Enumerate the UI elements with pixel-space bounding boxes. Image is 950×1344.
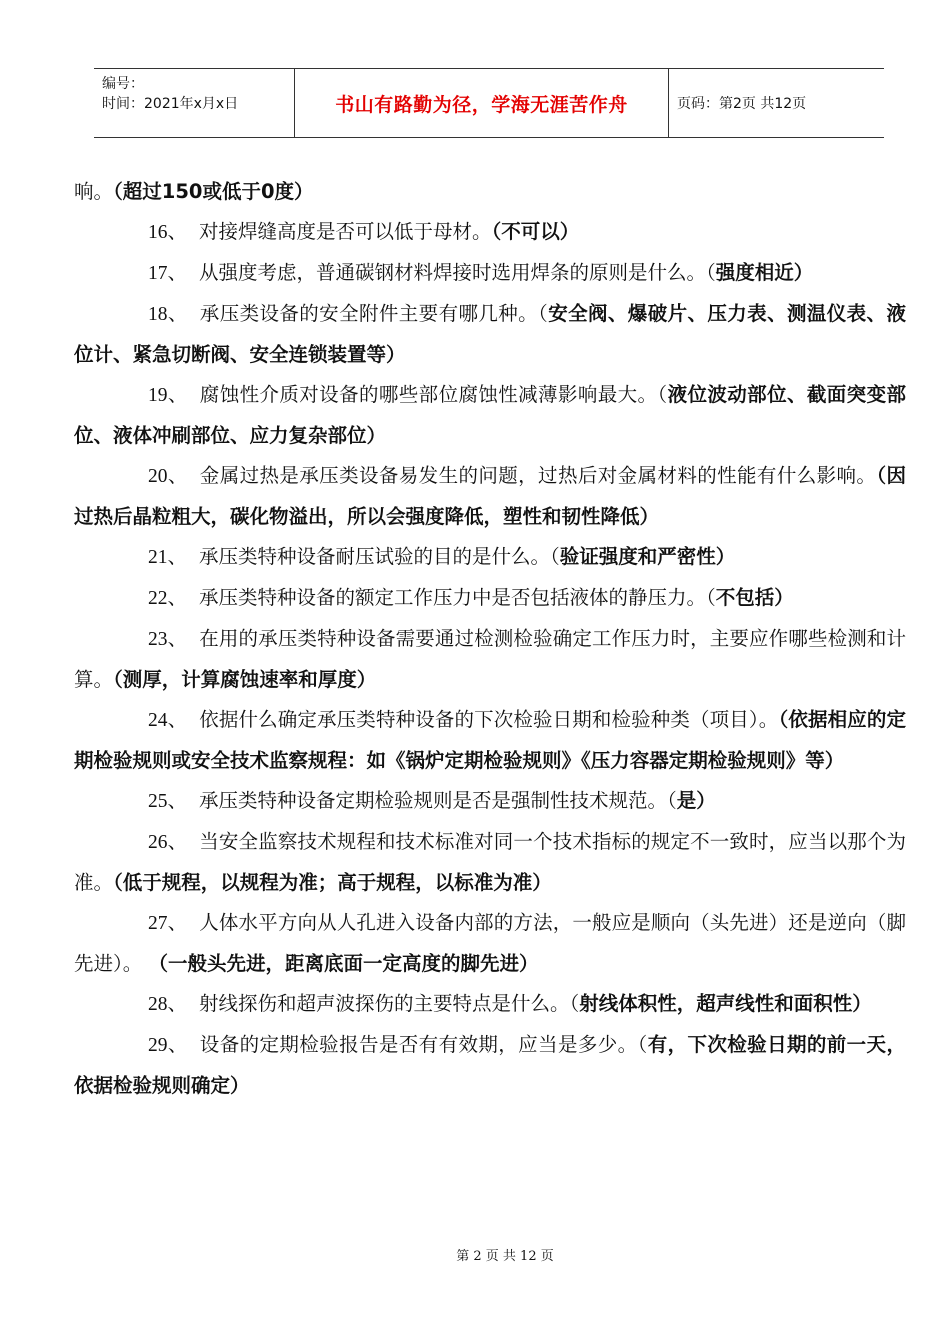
- question-item: [74, 253, 906, 294]
- answer-text: 射线体积性，超声线性和面积性）: [579, 992, 872, 1015]
- header-page-cell: [669, 69, 884, 137]
- question-text: 人体水平方向从人孔进入设备内部的方法，一般应是顺向（头先进）还是逆向（脚先进）。: [74, 911, 906, 975]
- question-item: [74, 375, 906, 456]
- question-text: 对接焊缝高度是否可以低于母材。: [199, 220, 492, 243]
- question-number: 20、: [148, 466, 188, 487]
- answer-text: 安全阀、爆破片、压力表、测温仪表、液位计、紧急切断阀、安全连锁装置等）: [74, 302, 906, 366]
- question-number: 23、: [148, 629, 188, 650]
- question-text: 从强度考虑，普通碳钢材料焊接时选用焊条的原则是什么。（: [199, 261, 716, 284]
- question-number: 24、: [148, 710, 188, 731]
- question-item: [74, 294, 906, 375]
- question-item: [74, 619, 906, 700]
- question-text: 承压类特种设备的额定工作压力中是否包括液体的静压力。（: [199, 586, 716, 609]
- question-number: 26、: [148, 832, 188, 853]
- question-item: [74, 781, 906, 822]
- document-number-label: 编号：: [102, 76, 144, 92]
- question-list: [74, 212, 906, 1106]
- intro-answer: （超过150或低于0度）: [113, 180, 314, 203]
- question-text: 射线探伤和超声波探伤的主要特点是什么。（: [199, 992, 580, 1015]
- question-number: 25、: [148, 791, 188, 812]
- question-text: 承压类设备的安全附件主要有哪几种。（: [199, 302, 549, 325]
- intro-paragraph: [74, 172, 906, 212]
- question-number: 22、: [148, 588, 188, 609]
- answer-text: （一般头先进，距离底面一定高度的脚先进）: [148, 952, 539, 975]
- header-motto-cell: [295, 69, 669, 137]
- question-item: [74, 456, 906, 537]
- question-text: 腐蚀性介质对设备的哪些部位腐蚀性减薄影响最大。（: [199, 383, 668, 406]
- question-item: [74, 903, 906, 984]
- question-number: 28、: [148, 994, 188, 1015]
- question-text: 依据什么确定承压类特种设备的下次检验日期和检验种类（项目）。: [199, 708, 779, 731]
- answer-text: 验证强度和严密性）: [559, 545, 736, 568]
- answer-text: （低于规程，以规程为准；高于规程，以标准为准）: [113, 871, 552, 894]
- intro-text: 响。: [74, 180, 114, 203]
- question-item: [74, 578, 906, 619]
- question-text: 承压类特种设备耐压试验的目的是什么。（: [199, 545, 560, 568]
- page-footer: 第 2 页 共 12 页: [456, 1249, 554, 1264]
- question-item: [74, 822, 906, 903]
- question-number: 29、: [148, 1035, 188, 1056]
- answer-text: （因过热后晶粒粗大，碳化物溢出，所以会强度降低，塑性和韧性降低）: [74, 464, 906, 528]
- answer-text: 有，下次检验日期的前一天，依据检验规则确定）: [74, 1033, 906, 1097]
- question-text: 金属过热是承压类设备易发生的问题，过热后对金属材料的性能有什么影响。: [199, 464, 877, 487]
- answer-text: 不包括）: [715, 586, 794, 609]
- question-item: [74, 212, 906, 253]
- question-number: 17、: [148, 263, 188, 284]
- document-time-label: 时间：2021年x月x日: [102, 96, 239, 112]
- question-text: 在用的承压类特种设备需要通过检测检验确定工作压力时，主要应作哪些检测和计算。: [74, 627, 906, 691]
- document-body: [74, 172, 906, 1106]
- question-number: 16、: [148, 222, 188, 243]
- answer-text: 液位波动部位、截面突变部位、液体冲刷部位、应力复杂部位）: [74, 383, 906, 447]
- answer-text: （测厚，计算腐蚀速率和厚度）: [113, 668, 377, 691]
- answer-text: （依据相应的定期检验规则或安全技术监察规程：如《锅炉定期检验规则》《压力容器定期检验规则》等）: [74, 708, 906, 772]
- page-info: 页码：第2页 共12页: [677, 96, 807, 112]
- page-header: [94, 68, 884, 138]
- motto-text: 书山有路勤为径，学海无涯苦作舟: [335, 93, 628, 116]
- question-number: 27、: [148, 913, 188, 934]
- question-text: 承压类特种设备定期检验规则是否是强制性技术规范。（: [199, 789, 677, 812]
- header-meta-cell: [94, 69, 295, 137]
- answer-text: 强度相近）: [715, 261, 814, 284]
- question-text: 当安全监察技术规程和技术标准对同一个技术指标的规定不一致时，应当以那个为准。: [74, 830, 906, 894]
- answer-text: （不可以）: [491, 220, 580, 243]
- question-item: [74, 700, 906, 781]
- question-number: 18、: [148, 304, 188, 325]
- question-number: 19、: [148, 385, 188, 406]
- question-number: 21、: [148, 547, 188, 568]
- answer-text: 是）: [676, 789, 716, 812]
- question-item: [74, 1025, 906, 1106]
- question-text: 设备的定期检验报告是否有有效期，应当是多少。（: [199, 1033, 648, 1056]
- question-item: [74, 537, 906, 578]
- question-item: [74, 984, 906, 1025]
